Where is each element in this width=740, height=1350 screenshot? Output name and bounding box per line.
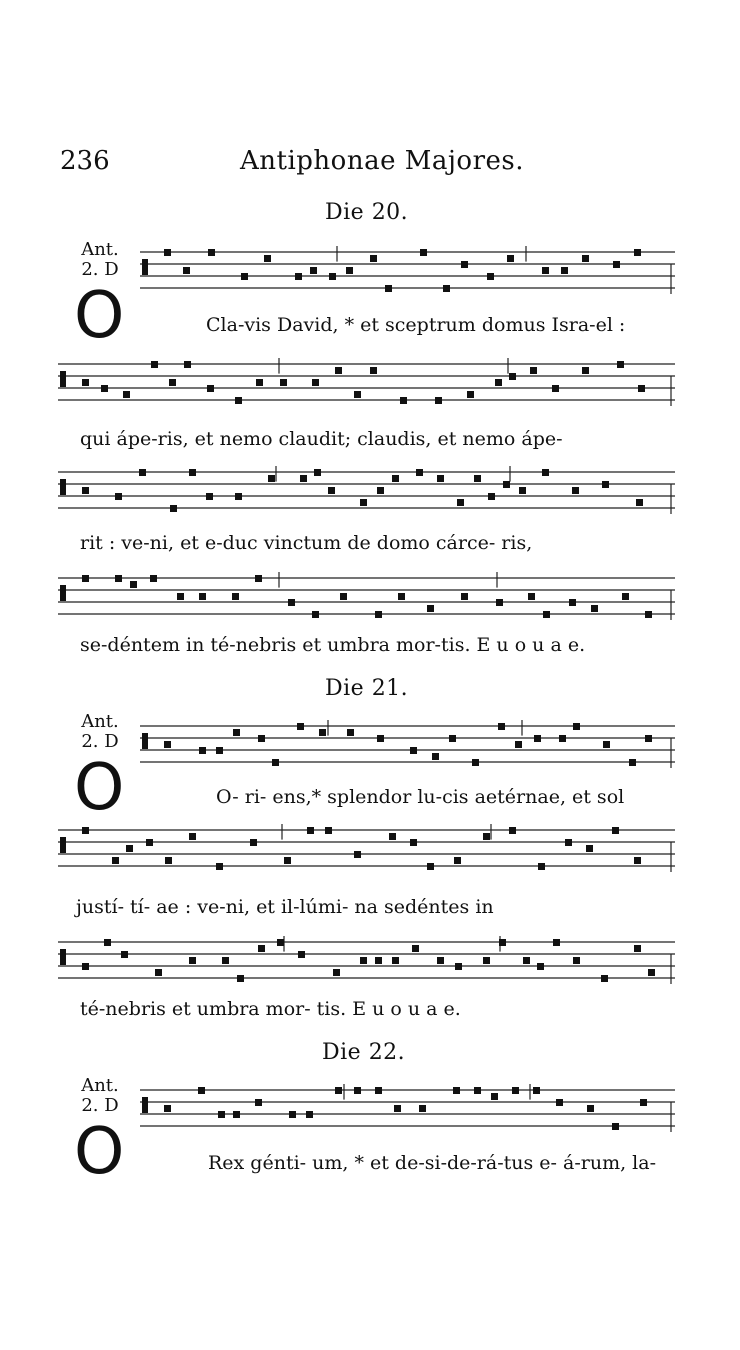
- neume: [347, 729, 354, 736]
- neume: [346, 267, 353, 274]
- neume: [375, 957, 382, 964]
- neume: [298, 951, 305, 958]
- neume: [638, 385, 645, 392]
- neume: [416, 469, 423, 476]
- neume: [295, 273, 302, 280]
- neume: [483, 957, 490, 964]
- neume: [250, 839, 257, 846]
- neume: [389, 833, 396, 840]
- neume: [256, 379, 263, 386]
- neume: [165, 857, 172, 864]
- neume: [472, 759, 479, 766]
- neume: [208, 249, 215, 256]
- neume: [164, 741, 171, 748]
- neume: [189, 833, 196, 840]
- neume: [437, 475, 444, 482]
- neume: [255, 575, 262, 582]
- neume: [410, 747, 417, 754]
- neume: [130, 581, 137, 588]
- neume: [199, 747, 206, 754]
- neume: [377, 487, 384, 494]
- neume: [151, 361, 158, 368]
- neume: [319, 729, 326, 736]
- neume: [449, 735, 456, 742]
- neume: [640, 1099, 647, 1106]
- neume: [542, 469, 549, 476]
- neume: [164, 1105, 171, 1112]
- neume: [199, 593, 206, 600]
- neume: [636, 499, 643, 506]
- neume: [112, 857, 119, 864]
- music-staff: [140, 244, 675, 304]
- page-number: 236: [60, 146, 110, 176]
- neume: [392, 957, 399, 964]
- section-heading-die-21: Die 21.: [325, 676, 409, 701]
- clef: [142, 259, 148, 275]
- neume: [602, 481, 609, 488]
- neume: [121, 951, 128, 958]
- neume: [329, 273, 336, 280]
- neume: [360, 499, 367, 506]
- neume: [235, 493, 242, 500]
- neume: [139, 469, 146, 476]
- neume: [216, 747, 223, 754]
- lyric-line: Rex génti- um, * et de-si-de-rá-tus e- á-rum, la-: [208, 1152, 656, 1174]
- neume: [146, 839, 153, 846]
- neume: [587, 1105, 594, 1112]
- antiphon-label: Ant. 2. D: [81, 239, 119, 280]
- neume: [155, 969, 162, 976]
- neume: [601, 975, 608, 982]
- music-staff: [58, 822, 675, 882]
- neume: [565, 839, 572, 846]
- neume: [454, 857, 461, 864]
- neume: [542, 267, 549, 274]
- neume: [170, 505, 177, 512]
- clef: [60, 949, 66, 965]
- neume: [288, 599, 295, 606]
- neume: [300, 475, 307, 482]
- neume: [255, 1099, 262, 1106]
- neume: [495, 379, 502, 386]
- neume: [498, 723, 505, 730]
- neume: [375, 611, 382, 618]
- neume: [177, 593, 184, 600]
- neume: [385, 285, 392, 292]
- neume: [603, 741, 610, 748]
- neume: [325, 827, 332, 834]
- neume: [534, 735, 541, 742]
- neume: [457, 499, 464, 506]
- neume: [537, 963, 544, 970]
- neume: [437, 957, 444, 964]
- clef: [142, 733, 148, 749]
- neume: [499, 939, 506, 946]
- neume: [400, 397, 407, 404]
- initial-letter: O: [74, 279, 125, 353]
- neume: [556, 1099, 563, 1106]
- neume: [612, 1123, 619, 1130]
- neume: [538, 863, 545, 870]
- music-staff: [58, 464, 675, 524]
- neume: [268, 475, 275, 482]
- neume: [115, 493, 122, 500]
- neume: [543, 611, 550, 618]
- neume: [398, 593, 405, 600]
- lyric-line: qui ápe-ris, et nemo claudit; claudis, et nemo ápe-: [80, 428, 563, 450]
- neume: [354, 391, 361, 398]
- neume: [233, 1111, 240, 1118]
- neume: [297, 723, 304, 730]
- neume: [573, 723, 580, 730]
- lyric-line: rit : ve-ni, et e-duc vinctum de domo cárce- ris,: [80, 532, 533, 554]
- neume: [455, 963, 462, 970]
- neume: [410, 839, 417, 846]
- initial-letter: O: [74, 1115, 125, 1189]
- neume: [289, 1111, 296, 1118]
- music-staff: [58, 356, 675, 416]
- neume: [515, 741, 522, 748]
- neume: [533, 1087, 540, 1094]
- neume: [184, 361, 191, 368]
- music-staff: [140, 1082, 675, 1142]
- neume: [634, 249, 641, 256]
- neume: [241, 273, 248, 280]
- lyric-line: té-nebris et umbra mor- tis. E u o u a e.: [80, 998, 461, 1020]
- lyric-line: Cla-vis David, * et sceptrum domus Isra-el :: [206, 314, 626, 336]
- neume: [394, 1105, 401, 1112]
- neume: [528, 593, 535, 600]
- neume: [272, 759, 279, 766]
- neume: [488, 493, 495, 500]
- neume: [572, 487, 579, 494]
- neume: [307, 827, 314, 834]
- neume: [427, 863, 434, 870]
- neume: [312, 611, 319, 618]
- neume: [104, 939, 111, 946]
- neume: [561, 267, 568, 274]
- neume: [335, 1087, 342, 1094]
- neume: [340, 593, 347, 600]
- neume: [354, 1087, 361, 1094]
- neume: [420, 249, 427, 256]
- neume: [496, 599, 503, 606]
- neume: [150, 575, 157, 582]
- neume: [435, 397, 442, 404]
- neume: [487, 273, 494, 280]
- neume: [412, 945, 419, 952]
- neume: [277, 939, 284, 946]
- neume: [258, 945, 265, 952]
- clef: [60, 585, 66, 601]
- neume: [377, 735, 384, 742]
- neume: [375, 1087, 382, 1094]
- neume: [512, 1087, 519, 1094]
- neume: [634, 857, 641, 864]
- neume: [467, 391, 474, 398]
- neume: [392, 475, 399, 482]
- neume: [582, 367, 589, 374]
- neume: [280, 379, 287, 386]
- neume: [216, 863, 223, 870]
- lyric-line: O- ri- ens,* splendor lu-cis aetérnae, et sol: [216, 786, 625, 808]
- neume: [474, 1087, 481, 1094]
- neume: [419, 1105, 426, 1112]
- neume: [207, 385, 214, 392]
- music-staff: [58, 934, 675, 994]
- neume: [101, 385, 108, 392]
- neume: [198, 1087, 205, 1094]
- clef: [60, 479, 66, 495]
- neume: [258, 735, 265, 742]
- neume: [645, 735, 652, 742]
- neume: [284, 857, 291, 864]
- neume: [82, 827, 89, 834]
- neume: [370, 255, 377, 262]
- neume: [218, 1111, 225, 1118]
- neume: [189, 957, 196, 964]
- lyric-line: se-déntem in té-nebris et umbra mor-tis. E u o u a e.: [80, 634, 586, 656]
- neume: [509, 373, 516, 380]
- neume: [333, 969, 340, 976]
- neume: [312, 379, 319, 386]
- page-title: Antiphonae Majores.: [240, 146, 524, 176]
- neume: [648, 969, 655, 976]
- lyric-line: justí- tí- ae : ve-ni, et il-lúmi- na sedéntes in: [76, 896, 494, 918]
- neume: [310, 267, 317, 274]
- neume: [461, 593, 468, 600]
- neume: [553, 939, 560, 946]
- neume: [453, 1087, 460, 1094]
- neume: [552, 385, 559, 392]
- neume: [354, 851, 361, 858]
- clef: [60, 837, 66, 853]
- neume: [427, 605, 434, 612]
- neume: [507, 255, 514, 262]
- neume: [586, 845, 593, 852]
- neume: [123, 391, 130, 398]
- neume: [491, 1093, 498, 1100]
- neume: [82, 379, 89, 386]
- neume: [183, 267, 190, 274]
- neume: [530, 367, 537, 374]
- neume: [169, 379, 176, 386]
- neume: [432, 753, 439, 760]
- neume: [612, 827, 619, 834]
- neume: [314, 469, 321, 476]
- neume: [82, 963, 89, 970]
- neume: [222, 957, 229, 964]
- neume: [264, 255, 271, 262]
- neume: [483, 833, 490, 840]
- neume: [613, 261, 620, 268]
- neume: [509, 827, 516, 834]
- neume: [306, 1111, 313, 1118]
- neume: [569, 599, 576, 606]
- neume: [461, 261, 468, 268]
- antiphon-label: Ant. 2. D: [81, 711, 119, 752]
- neume: [237, 975, 244, 982]
- neume: [360, 957, 367, 964]
- neume: [115, 575, 122, 582]
- music-staff: [140, 718, 675, 778]
- clef: [60, 371, 66, 387]
- neume: [189, 469, 196, 476]
- neume: [328, 487, 335, 494]
- neume: [233, 729, 240, 736]
- section-heading-die-22: Die 22.: [322, 1040, 406, 1065]
- antiphon-label: Ant. 2. D: [81, 1075, 119, 1116]
- music-staff: [58, 570, 675, 630]
- neume: [474, 475, 481, 482]
- clef: [142, 1097, 148, 1113]
- neume: [622, 593, 629, 600]
- neume: [629, 759, 636, 766]
- neume: [591, 605, 598, 612]
- neume: [82, 487, 89, 494]
- initial-letter: O: [74, 751, 125, 825]
- neume: [519, 487, 526, 494]
- neume: [443, 285, 450, 292]
- neume: [370, 367, 377, 374]
- neume: [82, 575, 89, 582]
- neume: [235, 397, 242, 404]
- section-heading-die-20: Die 20.: [325, 200, 409, 225]
- neume: [617, 361, 624, 368]
- neume: [335, 367, 342, 374]
- neume: [126, 845, 133, 852]
- neume: [645, 611, 652, 618]
- neume: [573, 957, 580, 964]
- neume: [232, 593, 239, 600]
- neume: [523, 957, 530, 964]
- neume: [559, 735, 566, 742]
- neume: [503, 481, 510, 488]
- neume: [206, 493, 213, 500]
- neume: [582, 255, 589, 262]
- neume: [634, 945, 641, 952]
- neume: [164, 249, 171, 256]
